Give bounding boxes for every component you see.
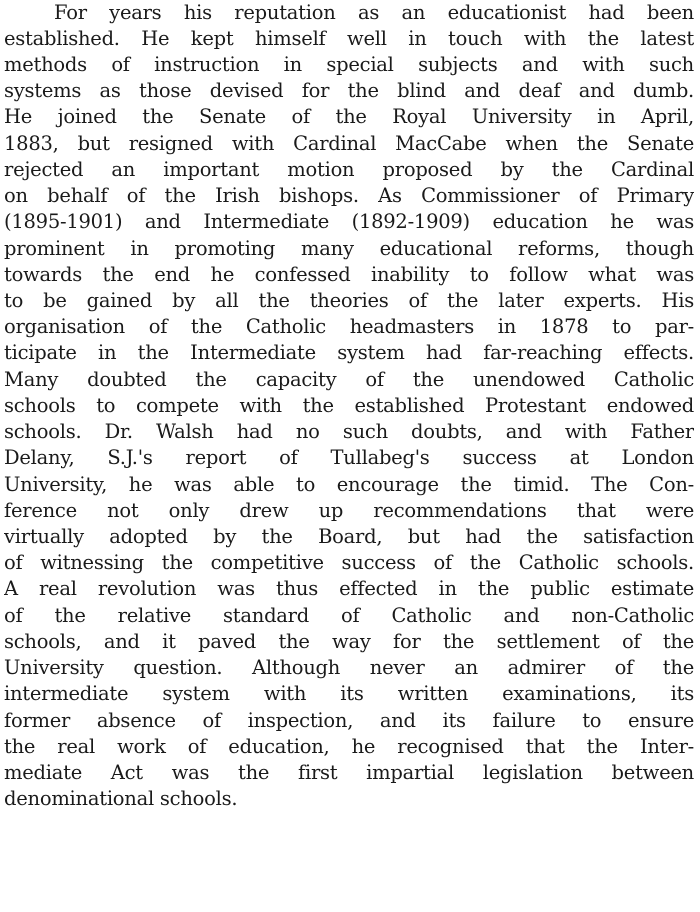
text-line: University question. Although never an admirer of the	[4, 656, 694, 679]
text-line: towards the end he confessed inability to follow what was	[4, 263, 694, 286]
text-line: schools to compete with the established Protestant endowed	[4, 394, 694, 417]
text-line: virtually adopted by the Board, but had the satisfaction	[4, 525, 694, 548]
text-line: to be gained by all the theories of the later experts. His	[4, 289, 694, 312]
text-line: denominational schools.	[4, 787, 238, 810]
text-line: of the relative standard of Catholic and non-Catholic	[4, 604, 694, 627]
text-line: methods of instruction in special subjects and with such	[4, 53, 694, 76]
document-page	[4, 0, 694, 912]
text-line: rejected an important motion proposed by the Cardinal	[4, 158, 694, 181]
text-line: established. He kept himself well in touch with the latest	[4, 27, 694, 50]
text-line: systems as those devised for the blind and deaf and dumb.	[4, 79, 694, 102]
text-line: For years his reputation as an educationist had been	[54, 1, 694, 24]
text-line: 1883, but resigned with Cardinal MacCabe when the Senate	[4, 132, 694, 155]
text-line: organisation of the Catholic headmasters in 1878 to par-	[4, 315, 694, 338]
text-line: of witnessing the competitive success of the Catholic schools.	[4, 551, 694, 574]
text-line: ticipate in the Intermediate system had far-reaching effects.	[4, 341, 694, 364]
text-line: Delany, S.J.'s report of Tullabeg's success at London	[4, 446, 694, 469]
text-line: schools. Dr. Walsh had no such doubts, and with Father	[4, 420, 694, 443]
text-line: intermediate system with its written examinations, its	[4, 682, 694, 705]
text-line: He joined the Senate of the Royal University in April,	[4, 105, 694, 128]
text-line: Many doubted the capacity of the unendowed Catholic	[4, 368, 694, 391]
text-line: former absence of inspection, and its failure to ensure	[4, 709, 694, 732]
text-line: ference not only drew up recommendations that were	[4, 499, 694, 522]
text-line: mediate Act was the first impartial legislation between	[4, 761, 694, 784]
text-line: A real revolution was thus effected in the public estimate	[4, 577, 694, 600]
text-line: prominent in promoting many educational reforms, though	[4, 237, 694, 260]
text-line: schools, and it paved the way for the settlement of the	[4, 630, 694, 653]
text-line: University, he was able to encourage the timid. The Con-	[4, 473, 694, 496]
text-line: on behalf of the Irish bishops. As Commissioner of Primary	[4, 184, 694, 207]
text-line: the real work of education, he recognised that the Inter-	[4, 735, 694, 758]
text-line: (1895-1901) and Intermediate (1892-1909) education he was	[4, 210, 694, 233]
